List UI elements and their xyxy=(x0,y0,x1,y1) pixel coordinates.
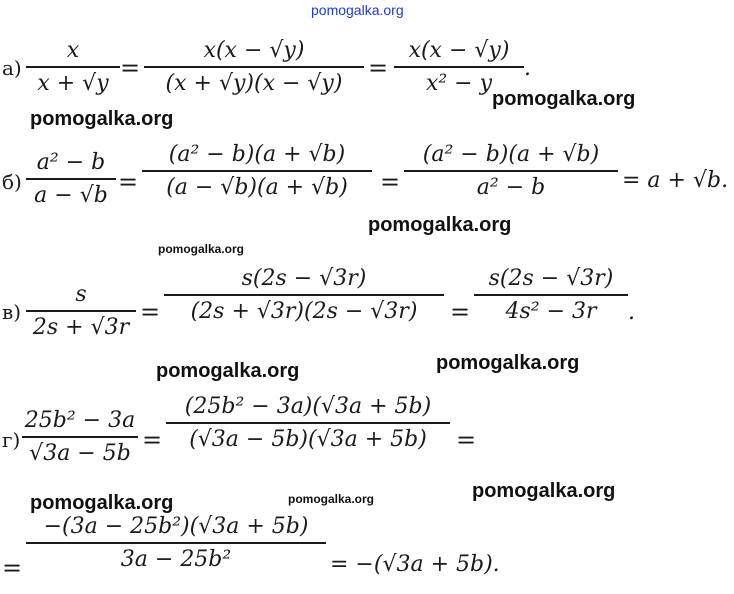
result-g: = −(√3a + 5b). xyxy=(330,552,500,577)
label-v: в) xyxy=(2,300,22,324)
fraction-bar xyxy=(144,66,364,68)
watermark: pomogalka.org xyxy=(30,108,174,130)
numerator: x(x − √y) xyxy=(408,38,510,63)
fraction-bar xyxy=(26,178,116,180)
denominator: (x + √y)(x − √y) xyxy=(165,70,343,96)
numerator: s xyxy=(75,282,87,307)
numerator: (a² − b)(a + √b) xyxy=(422,142,600,167)
numerator: −(3a − 25b²)(√3a + 5b) xyxy=(43,514,309,539)
numerator: x xyxy=(66,38,80,63)
denominator: (√3a − 5b)(√3a + 5b) xyxy=(189,426,427,452)
period: . xyxy=(628,300,635,325)
fraction-g-1 xyxy=(22,408,138,466)
period: . xyxy=(524,56,531,81)
denominator: (2s + √3r)(2s − √3r) xyxy=(190,298,418,324)
fraction-bar xyxy=(474,294,628,296)
label-a: а) xyxy=(2,56,22,80)
fraction-bar xyxy=(394,66,524,68)
equals-sign: = xyxy=(2,554,23,582)
fraction-a-2 xyxy=(144,38,364,96)
watermark: pomogalka.org xyxy=(30,492,174,514)
watermark-top: pomogalka.org xyxy=(311,2,404,18)
fraction-b-1 xyxy=(26,150,116,208)
fraction-b-3 xyxy=(404,142,618,200)
watermark: pomogalka.org xyxy=(436,352,580,374)
equals-sign: = xyxy=(142,426,163,454)
equals-sign: = xyxy=(368,54,389,82)
denominator: x + √y xyxy=(37,70,109,96)
fraction-bar xyxy=(164,294,444,296)
numerator: x(x − √y) xyxy=(203,38,305,63)
equals-sign: = xyxy=(380,168,401,196)
watermark: pomogalka.org xyxy=(368,214,512,236)
denominator: (a − √b)(a + √b) xyxy=(166,174,348,200)
watermark: pomogalka.org xyxy=(158,242,245,256)
numerator: 25b² − 3a xyxy=(24,408,136,433)
numerator: a² − b xyxy=(36,150,106,175)
numerator: (a² − b)(a + √b) xyxy=(168,142,346,167)
fraction-g-2 xyxy=(166,394,450,452)
fraction-bar xyxy=(22,436,138,438)
equals-sign: = xyxy=(118,168,139,196)
equals-sign: = xyxy=(456,426,477,454)
fraction-v-1 xyxy=(26,282,136,340)
denominator: √3a − 5b xyxy=(29,440,131,466)
fraction-bar xyxy=(26,310,136,312)
denominator: x² − y xyxy=(425,70,493,96)
label-g: г) xyxy=(2,428,21,452)
denominator: 3a − 25b² xyxy=(120,546,232,572)
denominator: a − √b xyxy=(34,182,108,208)
numerator: s(2s − √3r) xyxy=(488,266,614,291)
label-b: б) xyxy=(2,170,22,194)
equals-sign: = xyxy=(140,298,161,326)
fraction-bar xyxy=(26,66,120,68)
numerator: (25b² − 3a)(√3a + 5b) xyxy=(184,394,432,419)
equals-sign: = xyxy=(450,298,471,326)
denominator: 4s² − 3r xyxy=(505,298,597,324)
watermark: pomogalka.org xyxy=(472,480,616,502)
fraction-bar xyxy=(26,542,326,544)
watermark: pomogalka.org xyxy=(156,360,300,382)
numerator: s(2s − √3r) xyxy=(241,266,367,291)
fraction-bar xyxy=(404,170,618,172)
fraction-g-3 xyxy=(26,514,326,572)
fraction-b-2 xyxy=(142,142,372,200)
result-b: = a + √b. xyxy=(622,168,729,193)
watermark: pomogalka.org xyxy=(492,88,636,110)
fraction-bar xyxy=(142,170,372,172)
fraction-v-3 xyxy=(474,266,628,324)
denominator: a² − b xyxy=(476,174,546,200)
watermark: pomogalka.org xyxy=(288,492,375,506)
fraction-v-2 xyxy=(164,266,444,324)
equals-sign: = xyxy=(120,54,141,82)
fraction-bar xyxy=(166,422,450,424)
denominator: 2s + √3r xyxy=(32,314,130,340)
fraction-a-1 xyxy=(26,38,120,96)
